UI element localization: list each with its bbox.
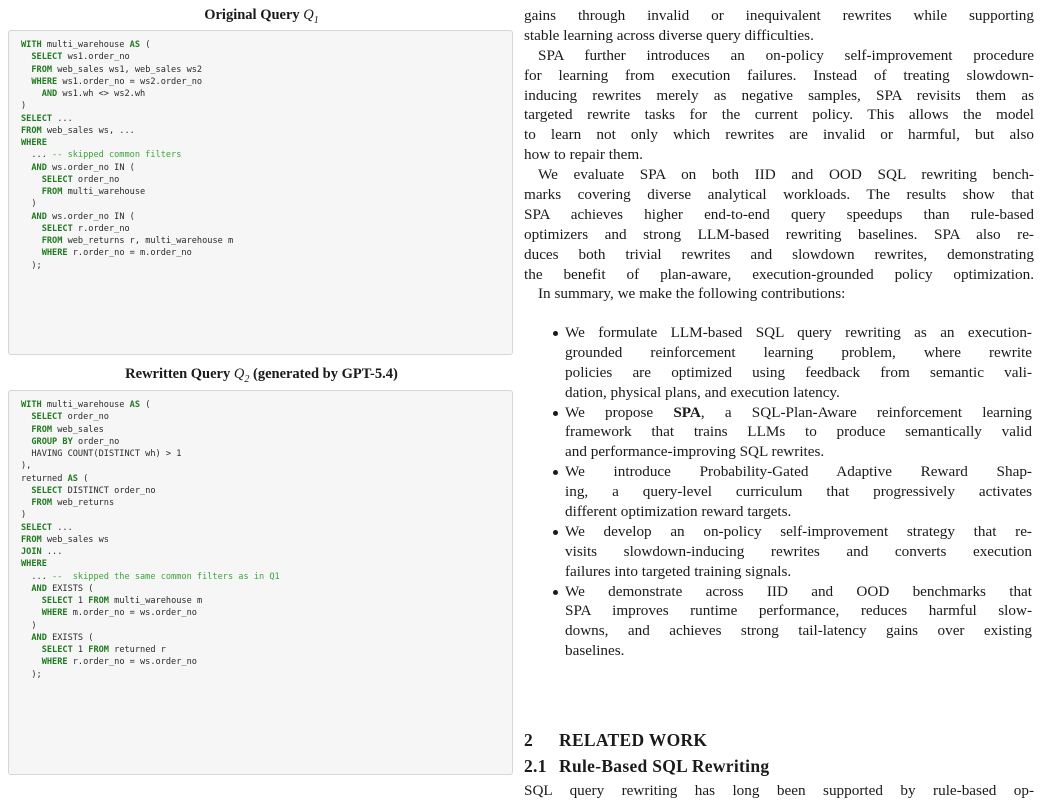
sql-text: ( xyxy=(140,400,151,410)
caption-original-query: Original Query $Q_1$ xyxy=(204,7,319,26)
body-text-line: SQL query rewriting has long been supported by rule-based op- xyxy=(524,782,1034,799)
original-query-code-block xyxy=(8,30,513,355)
code-line xyxy=(21,509,512,521)
contribution-item xyxy=(524,403,1034,463)
code-line xyxy=(21,100,512,112)
sql-keyword: FROM xyxy=(41,236,63,246)
body-text-line: optimizers and strong LLM-based rewriting baselines. SPA also re- xyxy=(524,225,1034,243)
bullet-line: framework that trains LLMs to produce semantically valid xyxy=(565,423,1032,441)
code-line xyxy=(21,64,512,76)
body-text-line: the benefit of plan-aware, execution-grounded policy optimization. xyxy=(524,265,1034,283)
code-line xyxy=(21,51,512,63)
sql-text xyxy=(21,187,42,197)
body-text-line: for learning from execution failures. Instead of treating slowdown- xyxy=(524,66,1034,84)
sql-text xyxy=(21,65,31,75)
sql-text xyxy=(21,248,42,258)
sql-text: r.order_no xyxy=(72,223,130,234)
sql-text xyxy=(21,412,31,422)
bullet-line: We develop an on-policy self-improvement strategy that re- xyxy=(565,522,1032,540)
sql-text: ); xyxy=(21,669,42,680)
bullet-icon xyxy=(553,530,558,535)
sql-text: ) xyxy=(21,510,27,521)
sql-keyword: SELECT xyxy=(21,522,53,533)
sql-text: ... xyxy=(21,150,53,161)
sql-text: 1 xyxy=(72,645,89,655)
sql-text: ws1.order_no = ws2.order_no xyxy=(57,76,203,87)
body-text-line: duces both trivial rewrites and slowdown rewrites, demonstrating xyxy=(524,245,1034,263)
sql-text: ... xyxy=(52,113,73,124)
sql-text: m.order_no = ws.order_no xyxy=(67,608,197,619)
sql-text xyxy=(21,175,42,185)
sql-text: multi_warehouse xyxy=(41,400,130,410)
code-line xyxy=(21,39,512,51)
sql-keyword: AND xyxy=(31,162,47,173)
code-line xyxy=(21,583,512,595)
code-line xyxy=(21,607,512,619)
sql-text: ... xyxy=(52,522,73,533)
sql-text: order_no xyxy=(72,436,120,447)
contribution-item xyxy=(524,522,1034,582)
sql-comment: -- skipped common filters xyxy=(52,150,182,161)
caption-rewritten-query: Rewritten Query $Q_2$ (generated by GPT-5.4) xyxy=(125,366,398,385)
bullet-line: different optimization reward targets. xyxy=(565,503,792,521)
sql-keyword: AS xyxy=(67,473,78,484)
code-line xyxy=(21,436,512,448)
section-heading: 2 RELATED WORK xyxy=(524,730,708,750)
bullet-line: failures into targeted training signals. xyxy=(565,562,792,580)
sql-text: web_sales ws xyxy=(41,534,109,545)
code-line xyxy=(21,571,512,583)
body-text-line: stable learning across diverse query difficulties. xyxy=(524,26,814,44)
bullet-line: We formulate LLM-based SQL query rewriting as an execution- xyxy=(565,324,1032,341)
sql-text: ) xyxy=(21,101,27,112)
sql-text: r.order_no = ws.order_no xyxy=(67,657,197,668)
sql-text xyxy=(21,584,31,594)
code-line xyxy=(21,656,512,668)
sql-text xyxy=(21,596,42,606)
sql-text xyxy=(21,212,31,222)
sql-keyword: SELECT xyxy=(41,174,73,185)
sql-text: multi_warehouse xyxy=(62,187,146,197)
code-line xyxy=(21,223,512,235)
contribution-item xyxy=(524,323,1034,403)
sql-text: ws1.wh <> ws2.wh xyxy=(57,89,146,99)
subsection-heading: 2.1 Rule-Based SQL Rewriting xyxy=(524,756,770,776)
bullet-icon xyxy=(553,331,558,336)
body-text-line: how to repair them. xyxy=(524,146,643,164)
sql-text xyxy=(21,657,42,667)
bullet-line: ing, a query-level curriculum that progressively activates xyxy=(565,483,1032,501)
query-symbol: $Q_2$ xyxy=(233,366,250,385)
sql-text xyxy=(21,163,31,173)
sql-text: ), xyxy=(21,461,32,472)
sql-keyword: FROM xyxy=(31,64,53,75)
body-text-line: SPA achieves higher end-to-end query speedups than rule-based xyxy=(524,205,1034,223)
code-line xyxy=(21,235,512,247)
contribution-item xyxy=(524,462,1034,522)
body-text-line: inducing rewrites merely as negative samples, SPA revisits them as xyxy=(524,86,1034,104)
code-line xyxy=(21,669,512,681)
sql-keyword: FROM xyxy=(88,596,109,606)
bullet-line: visits slowdown-inducing rewrites and converts execution xyxy=(565,542,1032,560)
sql-keyword: WHERE xyxy=(41,608,68,619)
bullet-icon xyxy=(553,590,558,595)
bullet-line: SPA improves runtime performance, reduces harmful slow- xyxy=(565,602,1032,620)
sql-text: 1 xyxy=(72,596,89,606)
code-line xyxy=(21,632,512,644)
body-text-line: We evaluate SPA on both IID and OOD SQL rewriting bench- xyxy=(538,166,1034,184)
code-line xyxy=(21,546,512,558)
sql-text xyxy=(21,633,31,643)
code-line xyxy=(21,411,512,423)
sql-text: r.order_no = m.order_no xyxy=(67,248,192,259)
sql-text xyxy=(21,608,42,618)
code-line xyxy=(21,186,512,198)
sql-text: ( xyxy=(140,40,151,50)
sql-keyword: GROUP BY xyxy=(31,436,73,447)
sql-keyword: WITH xyxy=(21,400,42,410)
sql-text xyxy=(21,52,31,62)
sql-keyword: WHERE xyxy=(41,248,68,259)
bullet-icon xyxy=(553,411,558,416)
code-line xyxy=(21,595,512,607)
code-line xyxy=(21,473,512,485)
bullet-line: and performance-improving SQL rewrites. xyxy=(565,443,825,461)
sql-keyword: FROM xyxy=(31,498,53,508)
intro-paragraphs xyxy=(524,6,1034,304)
sql-text: returned r xyxy=(108,645,166,655)
sql-text: web_sales xyxy=(52,424,104,435)
sql-keyword: WHERE xyxy=(31,76,58,87)
sql-text: HAVING COUNT(DISTINCT wh) > 1 xyxy=(21,449,182,459)
sql-text xyxy=(21,498,31,508)
code-line xyxy=(21,460,512,472)
code-line xyxy=(21,558,512,570)
contribution-list xyxy=(524,323,1034,661)
sql-text xyxy=(21,77,31,87)
code-line xyxy=(21,113,512,125)
code-line xyxy=(21,174,512,186)
sql-keyword: FROM xyxy=(88,645,109,655)
body-text-line: marks covering diverse analytical workloads. The results show that xyxy=(524,186,1034,204)
sql-keyword: WITH xyxy=(21,40,42,50)
sql-text: order_no xyxy=(72,174,120,185)
sql-keyword: SELECT xyxy=(21,113,53,124)
code-line xyxy=(21,260,512,272)
code-line xyxy=(21,497,512,509)
code-line xyxy=(21,247,512,259)
sql-text: web_sales ws, ... xyxy=(41,125,135,136)
sql-text: ... xyxy=(41,547,63,557)
sql-keyword: SELECT xyxy=(31,52,63,63)
sql-text: web_sales ws1, web_sales ws2 xyxy=(52,64,203,75)
sql-text: ... xyxy=(21,571,53,582)
code-line xyxy=(21,125,512,137)
code-line xyxy=(21,522,512,534)
sql-text xyxy=(21,236,42,246)
sql-text: ); xyxy=(21,260,42,271)
sql-text: multi_warehouse m xyxy=(108,596,203,606)
bullet-line: dation, physical plans, and execution latency. xyxy=(565,383,840,401)
sql-text: web_returns xyxy=(52,498,115,508)
sql-keyword: FROM xyxy=(21,125,42,136)
sql-text xyxy=(21,425,31,435)
sql-keyword: AS xyxy=(129,40,141,50)
sql-keyword: SELECT xyxy=(41,223,73,234)
sql-keyword: SELECT xyxy=(31,485,63,496)
bullet-line: policies are optimized using feedback from semantic vali- xyxy=(565,363,1032,381)
code-line xyxy=(21,162,512,174)
rewritten-query-code-block xyxy=(8,390,513,775)
sql-keyword: SELECT xyxy=(41,645,73,655)
sql-keyword: SELECT xyxy=(41,596,73,606)
sql-keyword: AND xyxy=(31,583,47,594)
sql-text xyxy=(21,486,31,496)
code-line xyxy=(21,644,512,656)
sql-text xyxy=(21,89,42,99)
method-name: SPA xyxy=(673,403,701,421)
code-line xyxy=(21,485,512,497)
code-line xyxy=(21,198,512,210)
bullet-line: We demonstrate across IID and OOD benchmarks that xyxy=(565,582,1032,600)
sql-text xyxy=(21,224,42,234)
sql-keyword: AND xyxy=(41,89,58,99)
sql-text: EXISTS ( xyxy=(46,632,94,643)
body-text-line: SPA further introduces an on-policy self-improvement procedure xyxy=(538,46,1034,64)
sql-text: ) xyxy=(21,199,37,210)
sql-keyword: FROM xyxy=(21,534,42,545)
bullet-line: We introduce Probability-Gated Adaptive Reward Shap- xyxy=(565,463,1032,481)
code-line xyxy=(21,149,512,161)
bullet-line: baselines. xyxy=(565,642,625,660)
code-line xyxy=(21,76,512,88)
sql-keyword: WHERE xyxy=(21,138,47,148)
sql-text: ( xyxy=(77,473,89,484)
code-line xyxy=(21,399,512,411)
sql-comment: -- skipped the same common filters as in Q1 xyxy=(52,571,280,582)
body-text-line: to learn not only which rewrites are invalid or harmful, but also xyxy=(524,126,1034,144)
body-text-line: targeted rewrite tasks for the current policy. This allows the model xyxy=(524,106,1034,124)
sql-text: returned xyxy=(21,473,68,484)
body-text-line: gains through invalid or inequivalent rewrites while supporting xyxy=(524,7,1034,24)
code-line xyxy=(21,424,512,436)
sql-text: ws.order_no IN ( xyxy=(46,211,135,222)
sql-text: ws1.order_no xyxy=(62,52,130,63)
sql-text: ws.order_no IN ( xyxy=(46,162,135,173)
sql-text: web_returns r, multi_warehouse m xyxy=(62,236,234,246)
bullet-line: We propose SPA, a SQL-Plan-Aware reinforcement learning xyxy=(565,403,1032,421)
sql-keyword: AND xyxy=(31,211,47,222)
query-symbol: $Q_1$ xyxy=(303,7,319,26)
sql-text xyxy=(21,645,42,655)
sql-text: ) xyxy=(21,620,37,631)
bullet-line: downs, and achieves strong tail-latency gains over existing xyxy=(565,622,1032,640)
sql-keyword: FROM xyxy=(41,187,63,197)
code-line xyxy=(21,620,512,632)
sql-keyword: WHERE xyxy=(21,559,47,570)
sql-text: DISTINCT order_no xyxy=(62,485,156,496)
code-line xyxy=(21,448,512,460)
sql-text xyxy=(21,437,31,447)
contribution-item xyxy=(524,582,1034,662)
code-line xyxy=(21,88,512,100)
body-text-line: In summary, we make the following contributions: xyxy=(538,285,846,303)
sql-text: multi_warehouse xyxy=(41,40,130,50)
sql-keyword: AS xyxy=(129,400,141,410)
sql-text: order_no xyxy=(62,412,109,423)
bullet-line: grounded reinforcement learning problem, where rewrite xyxy=(565,343,1032,361)
sql-keyword: AND xyxy=(31,632,47,643)
sql-keyword: WHERE xyxy=(41,657,68,668)
sql-keyword: FROM xyxy=(31,424,53,435)
code-line xyxy=(21,211,512,223)
sql-keyword: JOIN xyxy=(21,547,42,557)
code-line xyxy=(21,137,512,149)
code-line xyxy=(21,534,512,546)
sql-keyword: SELECT xyxy=(31,412,63,423)
sql-text: EXISTS ( xyxy=(46,583,94,594)
